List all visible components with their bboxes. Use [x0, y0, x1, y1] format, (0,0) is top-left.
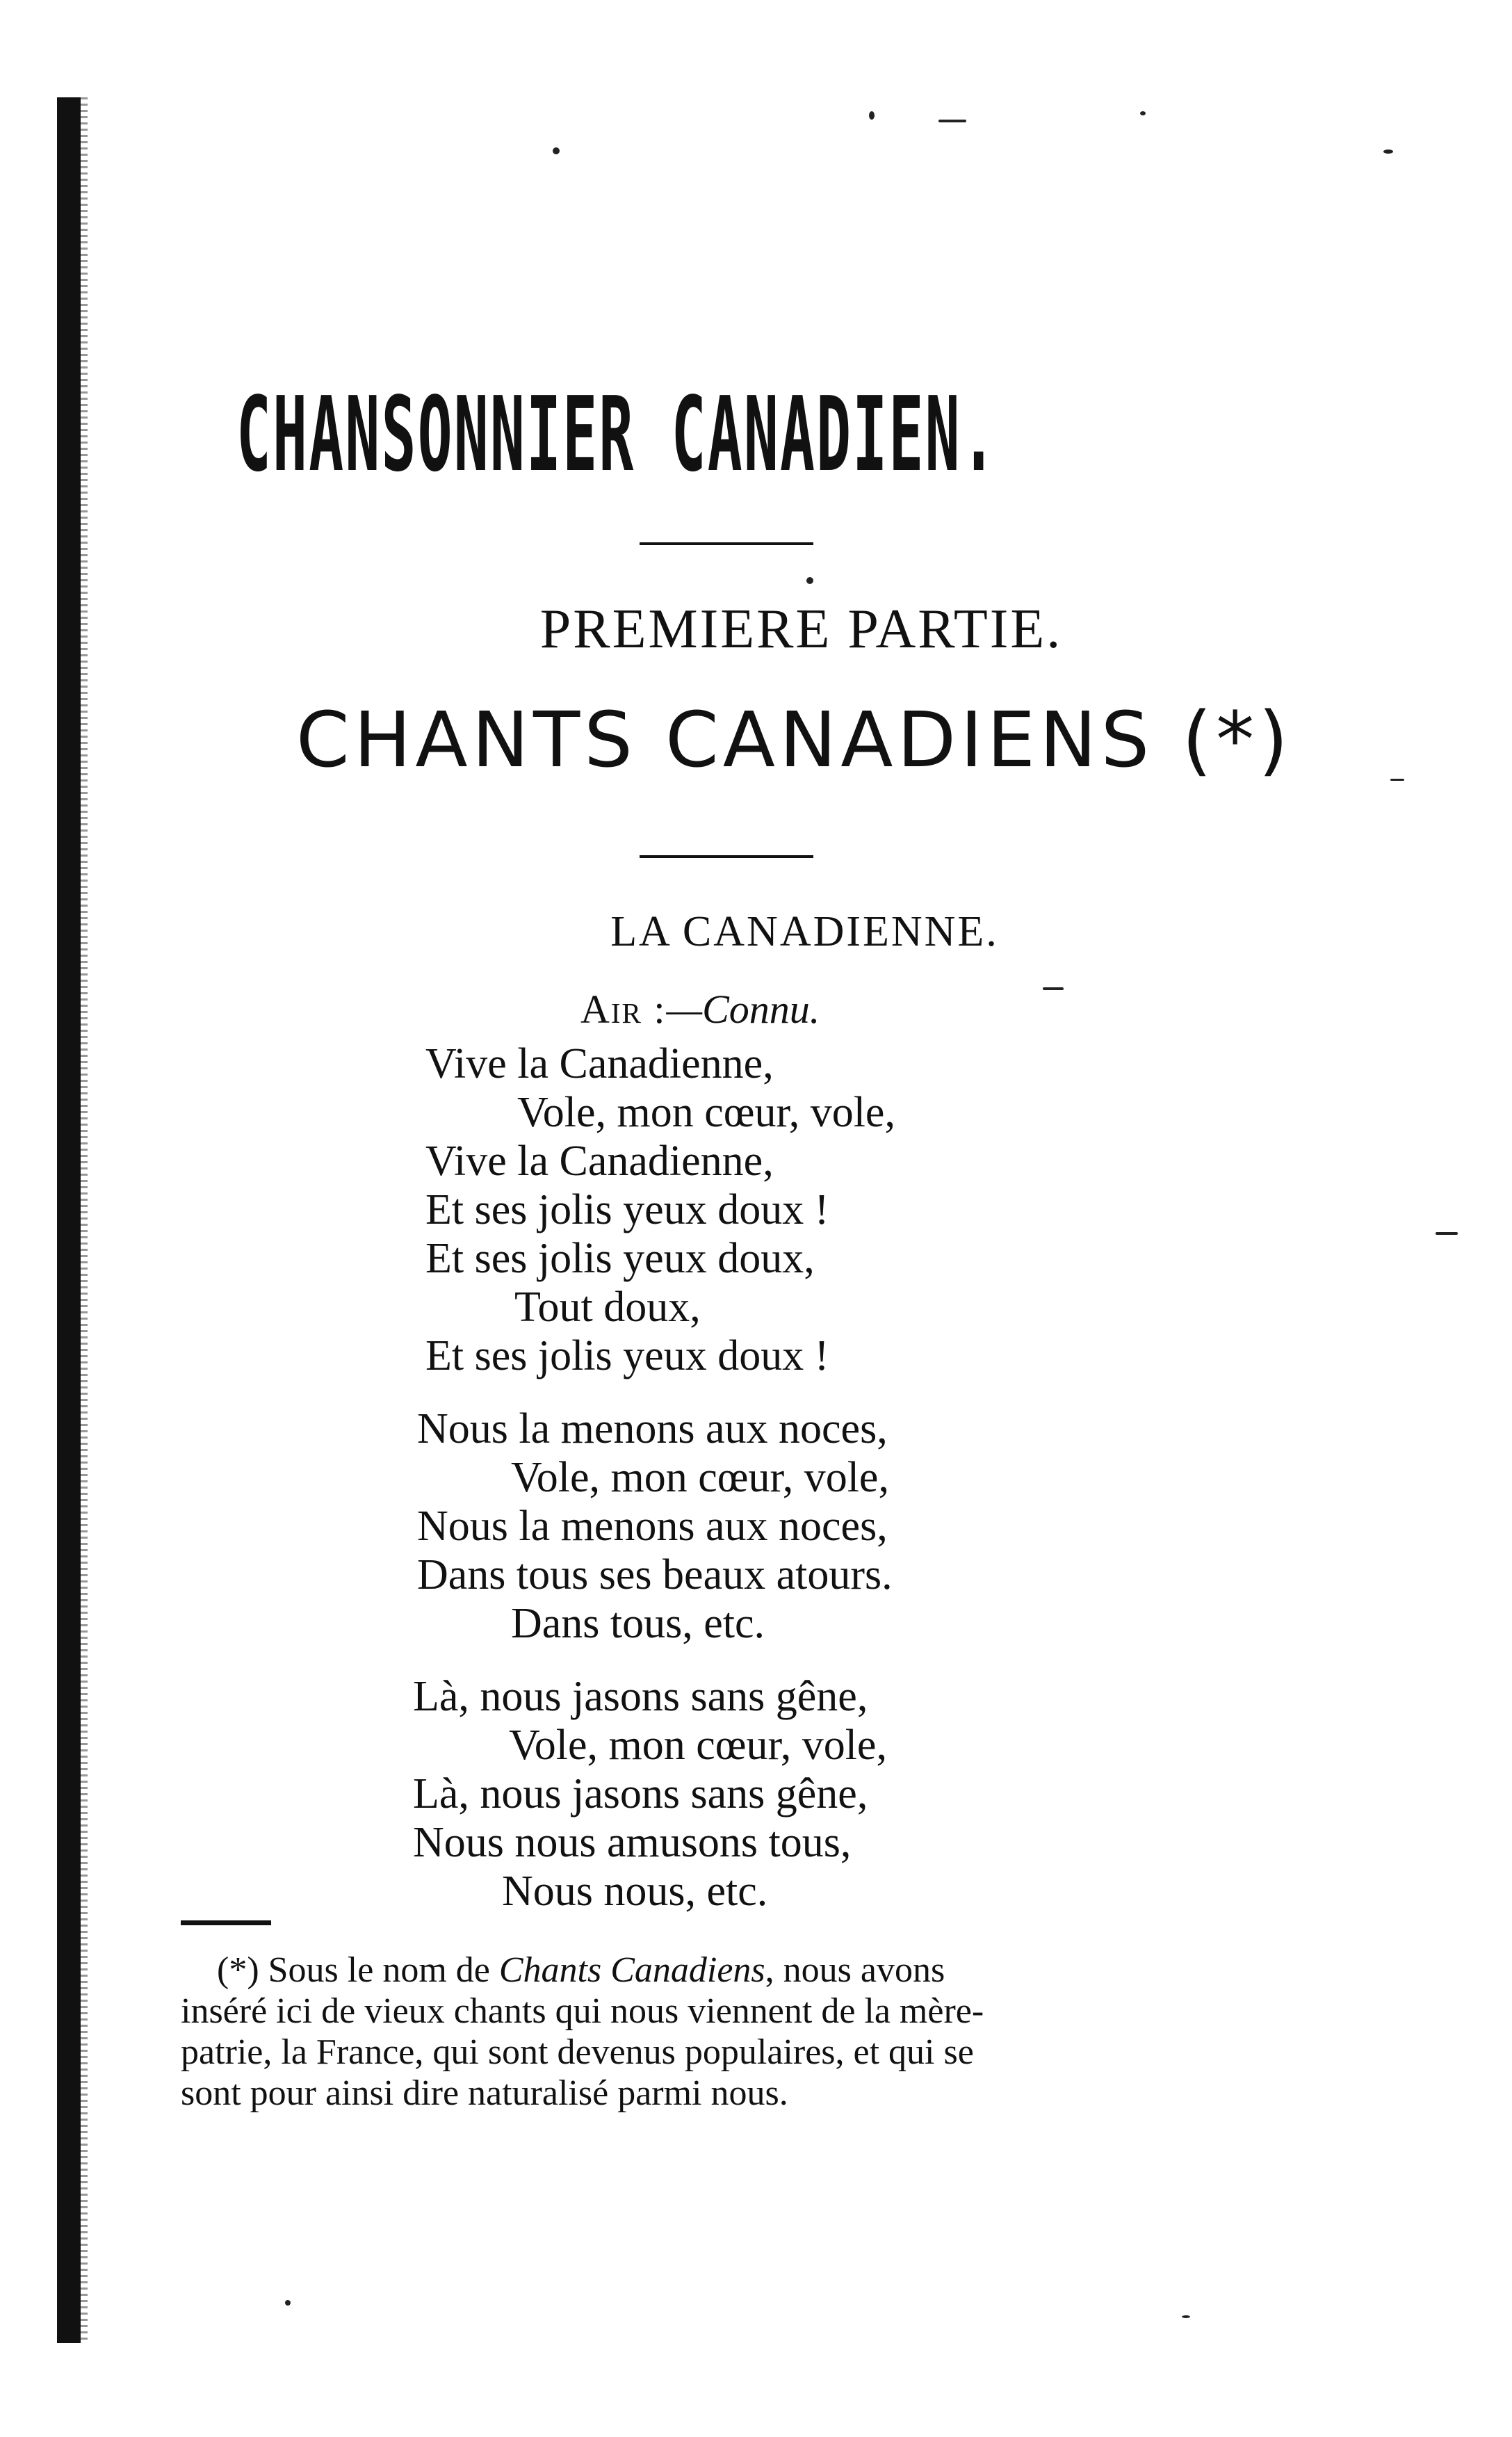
verse-line: Vive la Canadienne,: [425, 1040, 774, 1087]
footnote-line: sont pour ainsi dire naturalisé parmi nous.: [181, 2073, 788, 2113]
song-air: [580, 986, 820, 1033]
verse-line: Et ses jolis yeux doux !: [425, 1186, 829, 1233]
section-rule: [640, 855, 813, 858]
scan-speck: [285, 2300, 291, 2306]
part-heading: PREMIERE PARTIE.: [539, 599, 1063, 660]
scan-speck: [869, 111, 875, 120]
verse-line: Dans tous, etc.: [511, 1600, 765, 1647]
verse-line: Nous la menons aux noces,: [417, 1405, 888, 1452]
scan-speck: [1383, 149, 1393, 154]
verse-line: Nous nous, etc.: [502, 1868, 768, 1915]
air-value: —Connu.: [666, 987, 820, 1032]
verse-line: Nous la menons aux noces,: [417, 1503, 888, 1550]
scan-speck: [1182, 2315, 1190, 2318]
scan-speck: [1043, 987, 1064, 990]
verse-line: Et ses jolis yeux doux !: [425, 1332, 829, 1379]
footnote-suffix: , nous avons: [765, 1950, 945, 1990]
footnote-line: patrie, la France, qui sont devenus populaires, et qui se: [181, 2032, 974, 2072]
book-spine-shadow: [57, 97, 81, 2343]
footnote-rule: [181, 1920, 271, 1925]
scan-speck: [938, 120, 966, 122]
verse-line: Vole, mon cœur, vole,: [509, 1722, 887, 1769]
section-heading: CHANTS CANADIENS (*): [295, 695, 1293, 784]
scan-speck: [1140, 111, 1146, 115]
scan-speck: [1390, 779, 1404, 781]
footnote-line: [217, 1950, 945, 1991]
book-spine-edge: [81, 97, 88, 2343]
verse-line: Vole, mon cœur, vole,: [517, 1089, 895, 1136]
footnote-line: inséré ici de vieux chants qui nous viennent de la mère-: [181, 1991, 984, 2031]
scan-speck: [1436, 1232, 1458, 1235]
verse-line: Nous nous amusons tous,: [413, 1819, 852, 1866]
air-label: Air :: [580, 987, 667, 1032]
verse-line: Et ses jolis yeux doux,: [425, 1235, 815, 1282]
book-title: CHANSONNIER CANADIEN.: [236, 375, 998, 494]
verse-line: Vole, mon cœur, vole,: [511, 1454, 889, 1501]
verse-line: Là, nous jasons sans gêne,: [413, 1673, 868, 1720]
verse-line: Là, nous jasons sans gêne,: [413, 1770, 868, 1817]
verse-line: Dans tous ses beaux atours.: [417, 1551, 893, 1598]
verse-line: Vive la Canadienne,: [425, 1137, 774, 1185]
scan-speck: [553, 147, 560, 154]
verse-line: Tout doux,: [514, 1284, 701, 1331]
footnote-prefix: (*) Sous le nom de: [217, 1950, 499, 1990]
title-rule: [640, 542, 813, 545]
scan-speck: [806, 577, 813, 584]
footnote-italic: Chants Canadiens: [498, 1950, 765, 1990]
song-title: LA CANADIENNE.: [610, 908, 999, 955]
